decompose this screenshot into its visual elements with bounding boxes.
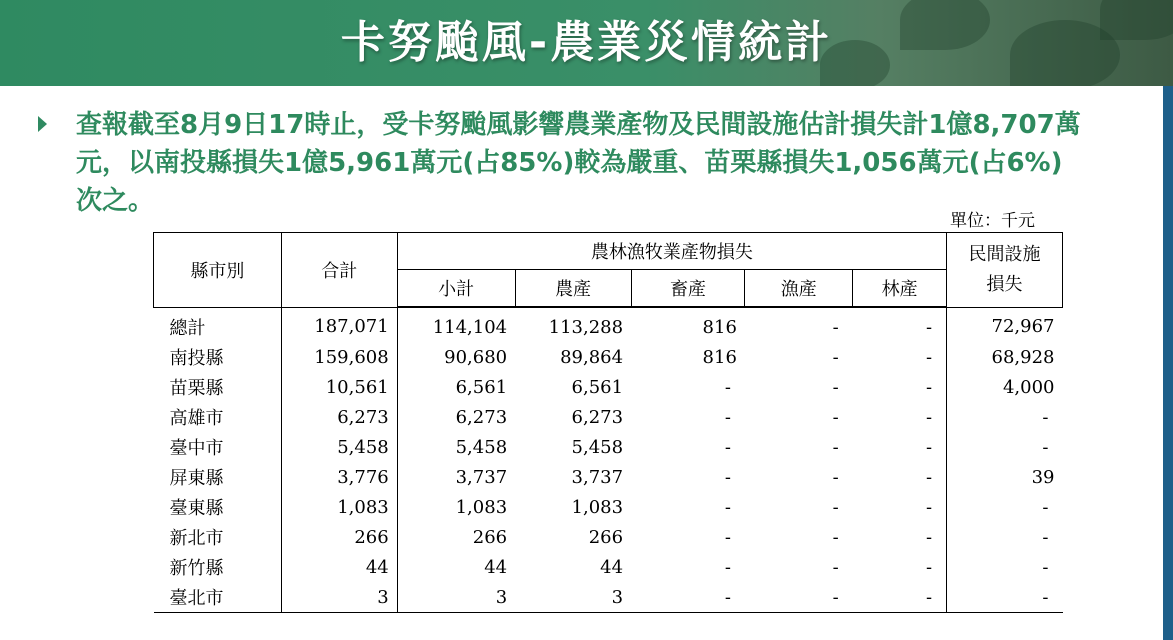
table-row [154,372,1063,402]
cell-total: 159,608 [281,342,397,372]
cell-crops: 3,737 [571,466,624,488]
cell-civilian: 4,000 [947,372,1063,402]
cell-total: 44 [281,552,397,582]
cell-county: 臺中市 [169,438,224,459]
cell-civilian: - [947,582,1063,613]
header-fishery: 漁產 [745,270,853,308]
cell-crops: 5,458 [571,436,624,458]
cell-subtotal: 44 [397,552,515,582]
cell-fishery: - [832,316,839,338]
cell-livestock: - [631,582,745,613]
cell-subtotal: 5,458 [397,432,515,462]
cell-subtotal: 114,104 [397,307,515,342]
cell-county: 臺東縣 [169,498,224,519]
cell-total: 6,273 [281,402,397,432]
page-title: 卡努颱風-農業災情統計 [340,17,833,68]
cell-crops: 6,273 [571,406,624,428]
cell-subtotal: 3 [397,582,515,613]
cell-county: 屏東縣 [169,468,224,489]
cell-civilian: - [947,402,1063,432]
header-forestry: 林產 [853,270,947,308]
cell-total: 266 [281,522,397,552]
table-row [154,342,1063,372]
cell-crops: 89,864 [560,346,624,368]
cell-crops: 3 [515,582,631,613]
cell-civilian: 39 [947,462,1063,492]
bullet-arrow-icon [38,116,47,132]
cell-crops: 1,083 [571,496,624,518]
cell-county: 苗栗縣 [169,378,224,399]
table-row [154,432,1063,462]
cell-forestry: - [925,436,933,458]
header-total: 合計 [281,233,397,308]
table-row [154,462,1063,492]
cell-forestry: - [925,466,933,488]
header-civilian-line1: 民間設施 [968,243,1041,265]
cell-livestock: - [724,406,731,428]
cell-total: 3 [281,582,397,613]
table-row [154,522,1063,552]
loss-table [153,232,1063,613]
cell-forestry: - [925,376,933,398]
summary-text: 查報截至8月9日17時止，受卡努颱風影響農業產物及民間設施估計損失計1億8,707萬元，以南投縣損失1億5,961萬元(占85%)較為嚴重、苗栗縣損失1,056萬元(占6%)次之。 [76,110,1081,216]
cell-civilian: - [947,492,1063,522]
header-agri-group: 農林漁牧業產物損失 [397,233,946,270]
cell-civilian: - [947,522,1063,552]
cell-forestry: - [925,526,933,548]
cell-civilian: - [947,432,1063,462]
header-subtotal: 小計 [397,270,515,308]
cell-forestry: - [925,556,933,578]
cell-total: 3,776 [281,462,397,492]
cell-civilian: - [947,552,1063,582]
cell-civilian: 68,928 [947,342,1063,372]
table-row [154,582,1063,613]
cell-livestock: 816 [702,316,737,338]
header-civilian-line2: 損失 [986,273,1023,295]
cell-forestry: - [925,406,933,428]
cell-fishery: - [832,376,839,398]
cell-livestock: - [724,436,731,458]
unit-label: 單位：千元 [950,211,1035,231]
cell-forestry: - [925,346,933,368]
table-row [154,492,1063,522]
title-banner [0,0,1173,86]
cell-forestry: - [925,316,933,338]
cell-crops: 266 [588,526,624,548]
cell-livestock: 816 [702,346,737,368]
cell-subtotal: 6,561 [397,372,515,402]
cell-livestock: - [724,496,731,518]
cell-fishery: - [832,466,839,488]
cell-subtotal: 1,083 [397,492,515,522]
cell-livestock: - [724,376,731,398]
decorative-side-bar [1163,86,1173,640]
header-civilian [947,233,1063,308]
cell-fishery: - [832,556,839,578]
cell-civilian: 72,967 [947,307,1063,342]
cell-fishery: - [832,346,839,368]
cell-forestry: - [925,496,933,518]
cell-fishery: - [832,526,839,548]
cell-subtotal: 6,273 [397,402,515,432]
cell-county: 總計 [169,317,206,339]
cell-county: 高雄市 [169,408,224,429]
cell-subtotal: 90,680 [397,342,515,372]
cell-forestry: - [853,582,947,613]
cell-county: 新北市 [169,528,224,549]
header-livestock: 畜產 [631,270,745,308]
cell-total: 187,071 [281,307,397,342]
cell-county: 南投縣 [169,348,224,369]
header-crops: 農產 [515,270,631,308]
cell-livestock: - [724,556,731,578]
cell-fishery: - [745,582,853,613]
cell-subtotal: 3,737 [397,462,515,492]
cell-livestock: - [724,526,731,548]
cell-subtotal: 266 [397,522,515,552]
cell-county: 新竹縣 [169,558,224,579]
cell-fishery: - [832,436,839,458]
cell-fishery: - [832,406,839,428]
cell-total: 1,083 [281,492,397,522]
cell-crops: 44 [600,556,624,578]
cell-county: 臺北市 [154,582,282,613]
table-row [154,307,1063,342]
cell-crops: 6,561 [571,376,624,398]
table-row [154,402,1063,432]
cell-total: 10,561 [281,372,397,402]
table-row [154,552,1063,582]
cell-fishery: - [832,496,839,518]
cell-crops: 113,288 [548,316,624,338]
cell-livestock: - [724,466,731,488]
cell-total: 5,458 [281,432,397,462]
header-county: 縣市別 [154,233,282,308]
